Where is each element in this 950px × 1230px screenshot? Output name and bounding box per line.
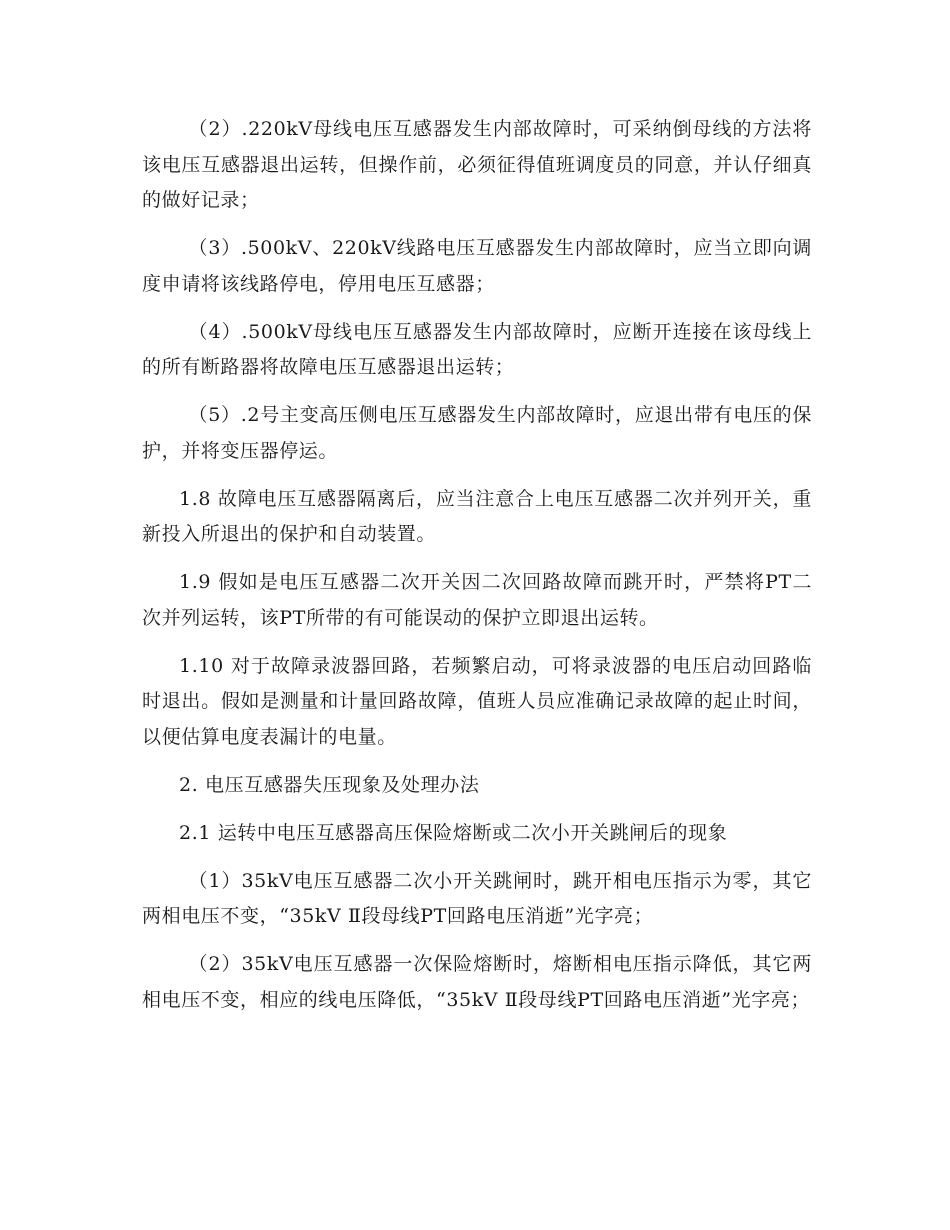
paragraph-35kv-breaker-trip: （1）35kV电压互感器二次小开关跳闸时，跳开相电压指示为零，其它两相电压不变，“35kV Ⅱ段母线PT回路电压消逝”光字亮； xyxy=(142,869,812,927)
paragraph-1-8: 1.8 故障电压互感器隔离后，应当注意合上电压互感器二次并列开关，重新投入所退出的保护和自动装置。 xyxy=(142,487,812,545)
document-body xyxy=(142,112,812,1031)
paragraph-line-pt: （3）.500kV、220kV线路电压互感器发生内部故障时，应当立即向调度申请将该线路停电，停用电压互感器； xyxy=(142,237,812,295)
paragraph-transformer-pt: （5）.2号主变高压侧电压互感器发生内部故障时，应退出带有电压的保护，并将变压器停运。 xyxy=(142,404,812,462)
paragraph-1-9: 1.9 假如是电压互感器二次开关因二次回路故障而跳开时，严禁将PT二次并列运转，该PT所带的有可能误动的保护立即退出运转。 xyxy=(142,571,812,629)
paragraph-500kv-bus-pt: （4）.500kV母线电压互感器发生内部故障时，应断开连接在该母线上的所有断路器将故障电压互感器退出运转； xyxy=(142,320,812,378)
section-heading-2: 2. 电压互感器失压现象及处理办法 xyxy=(179,773,480,796)
paragraph-220kv-bus-pt: （2）.220kV母线电压互感器发生内部故障时，可采纳倒母线的方法将该电压互感器退出运转，但操作前，必须征得值班调度员的同意，并认仔细真的做好记录； xyxy=(142,118,812,211)
subsection-heading-2-1: 2.1 运转中电压互感器高压保险熔断或二次小开关跳闸后的现象 xyxy=(179,821,728,844)
paragraph-35kv-fuse-blown: （2）35kV电压互感器一次保险熔断时，熔断相电压指示降低，其它两相电压不变，相应的线电压降低，“35kV Ⅱ段母线PT回路电压消逝”光字亮； xyxy=(142,953,812,1011)
paragraph-1-10: 1.10 对于故障录波器回路，若频繁启动，可将录波器的电压启动回路临时退出。假如是测量和计量回路故障，值班人员应准确记录故障的起止时间，以便估算电度表漏计的电量。 xyxy=(142,654,812,748)
